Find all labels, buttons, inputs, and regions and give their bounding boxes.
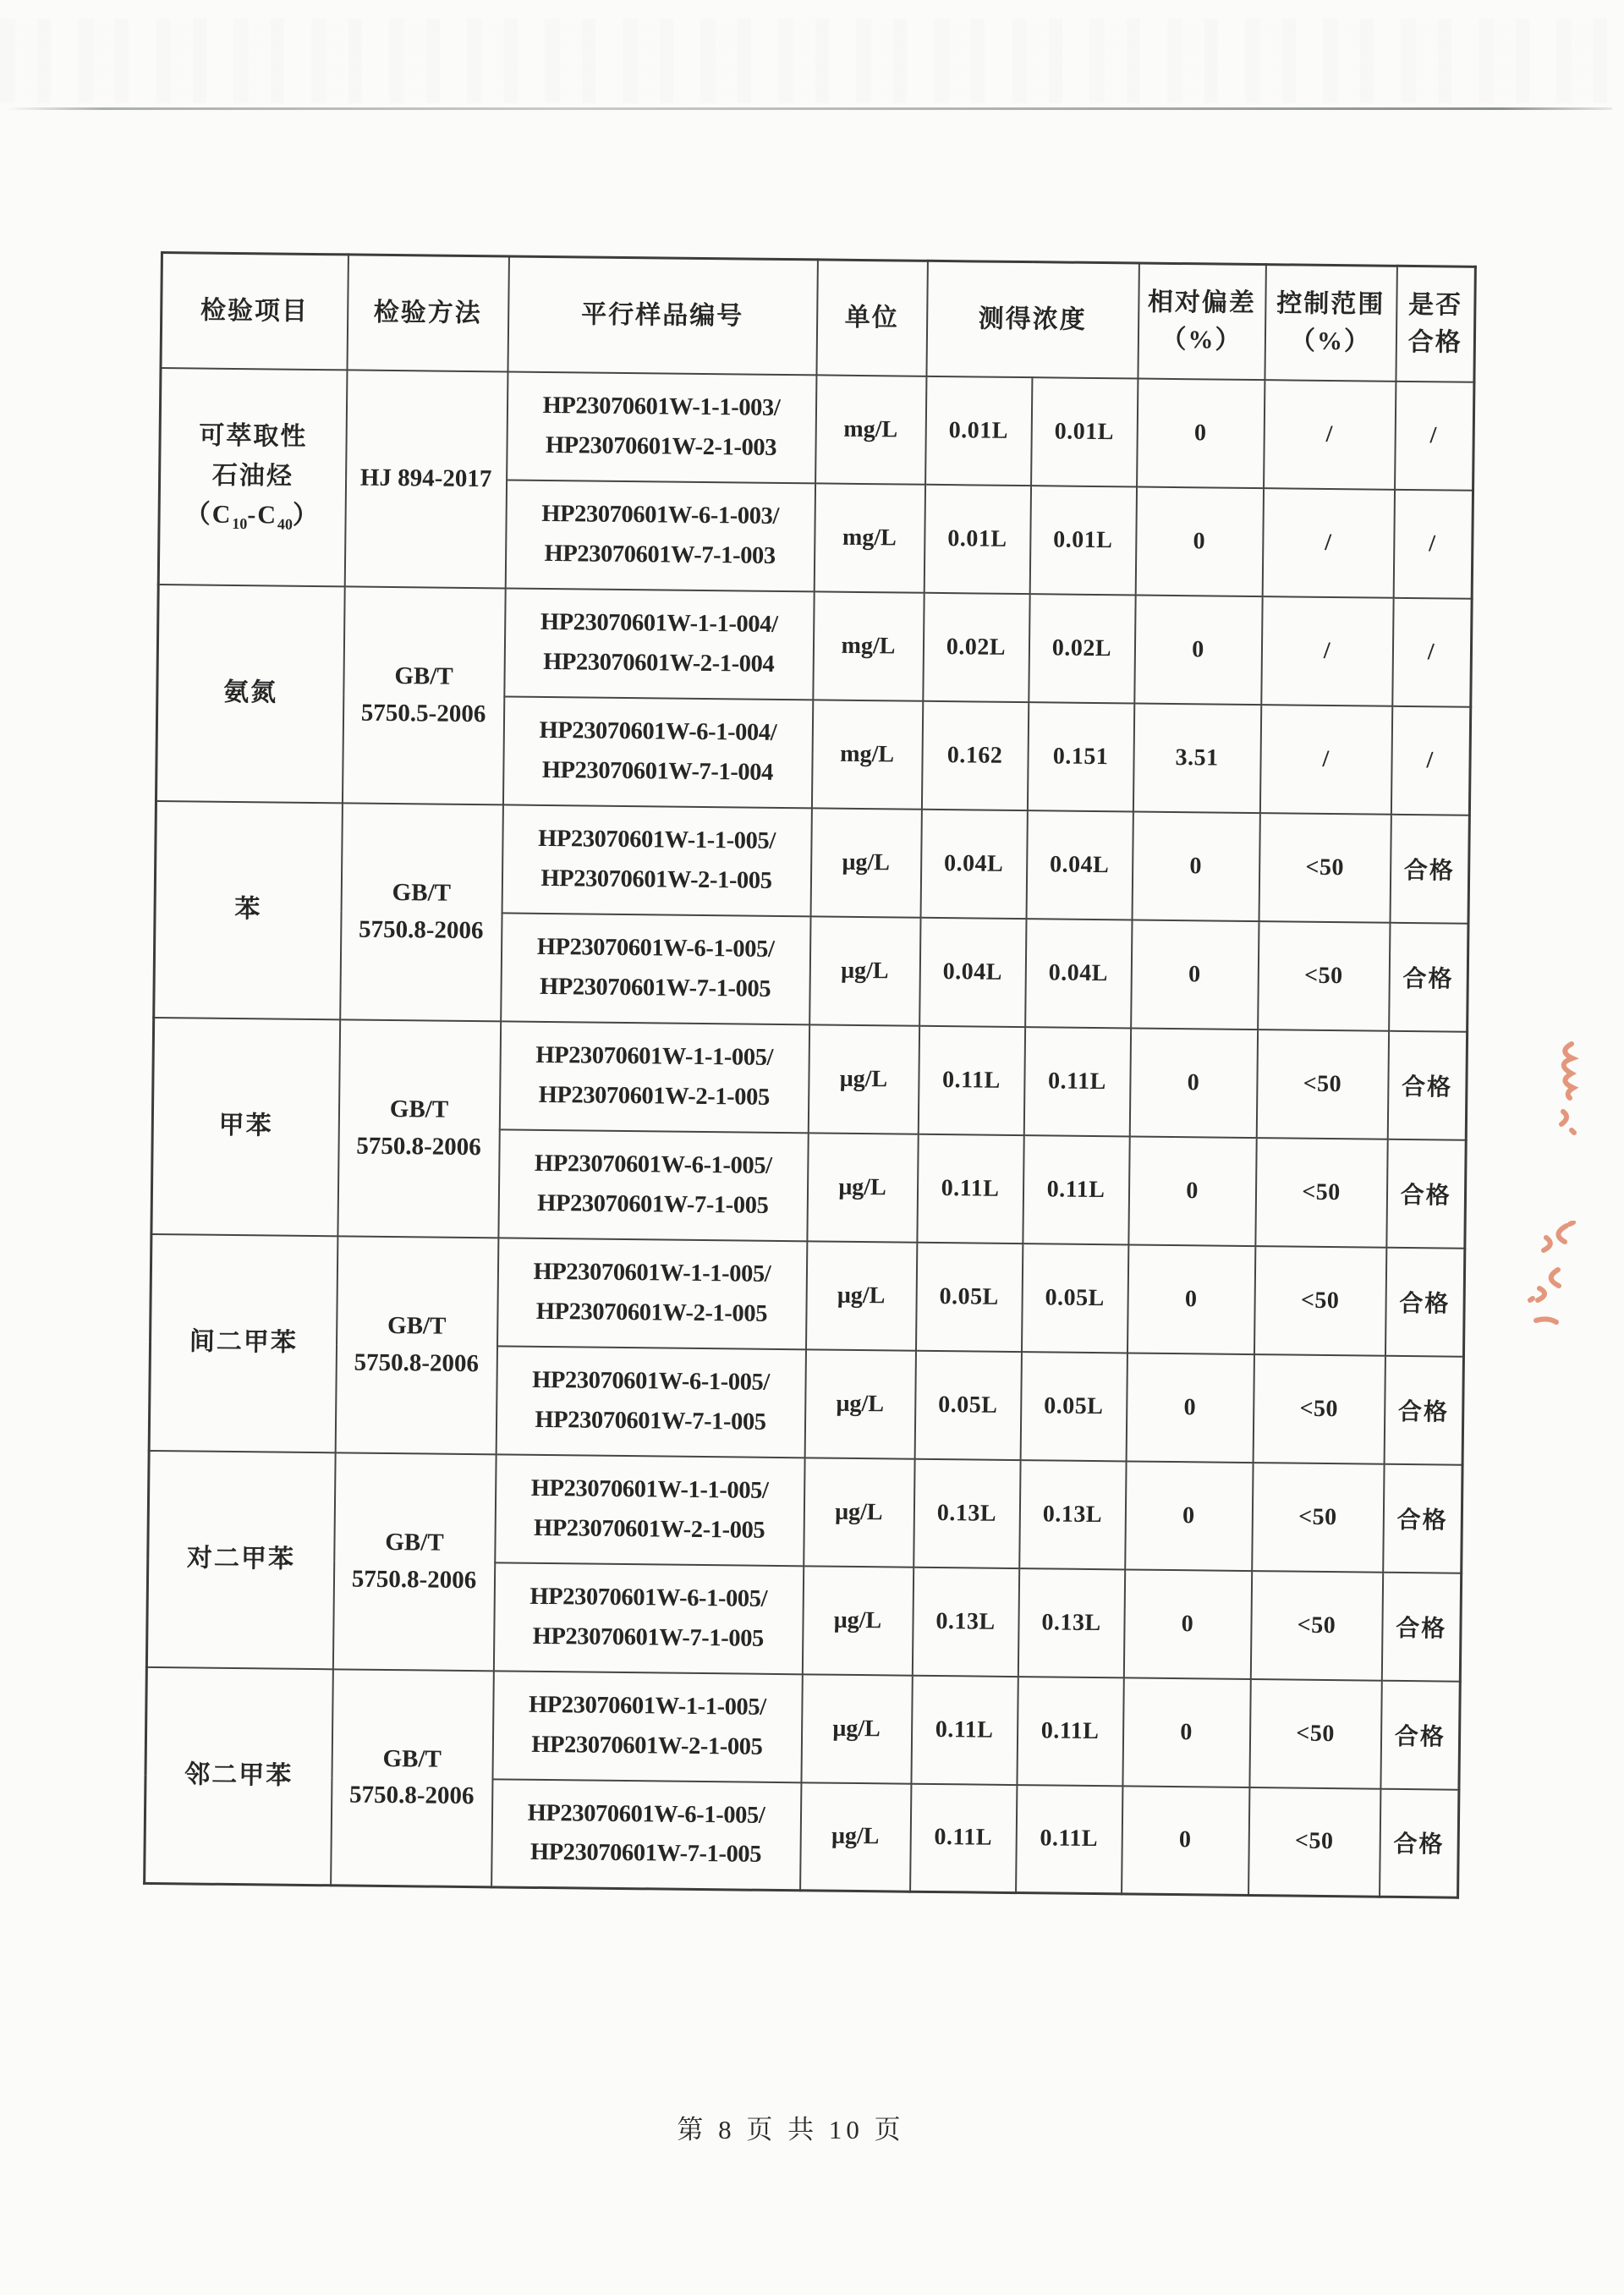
range-cell: <50 xyxy=(1249,1679,1381,1789)
header-pass xyxy=(1396,266,1475,382)
concentration-1-cell: 0.11L xyxy=(910,1783,1017,1892)
sample-cell xyxy=(495,1454,804,1566)
cell-line: 5750.8-2006 xyxy=(358,915,484,944)
header-method: 检验方法 xyxy=(347,255,508,371)
concentration-1-cell: 0.13L xyxy=(914,1458,1020,1568)
cell-line: 5750.8-2006 xyxy=(354,1348,480,1377)
concentration-1-cell: 0.13L xyxy=(912,1567,1018,1676)
cell-line: HP23070601W-7-1-005 xyxy=(537,1189,769,1219)
text-segment: 邻二甲苯 xyxy=(184,1760,294,1790)
header-range-line1: 控制范围 xyxy=(1276,289,1385,319)
concentration-2-cell: 0.13L xyxy=(1018,1568,1124,1677)
pass-cell: 合格 xyxy=(1380,1788,1459,1897)
sample-cell xyxy=(502,804,811,916)
concentration-2-cell: 0.04L xyxy=(1025,919,1132,1028)
cell-line xyxy=(164,416,342,458)
concentration-1-cell: 0.11L xyxy=(917,1134,1023,1243)
header-range-line2: （%） xyxy=(1289,327,1372,356)
cell-line: HP23070601W-6-1-005/ xyxy=(532,1367,771,1397)
concentration-1-cell: 0.162 xyxy=(921,700,1028,810)
subscript-text: 10 xyxy=(232,514,248,533)
cell-line: HP23070601W-1-1-005/ xyxy=(537,826,776,855)
cell-line xyxy=(157,1106,335,1147)
concentration-2-cell: 0.01L xyxy=(1029,486,1136,595)
sample-cell xyxy=(502,696,812,808)
analyte-cell xyxy=(156,584,344,802)
subscript-text: 40 xyxy=(277,515,294,533)
range-cell: <50 xyxy=(1259,813,1391,923)
cell-line: HP23070601W-1-1-005/ xyxy=(530,1475,769,1505)
pass-cell: 合格 xyxy=(1381,1572,1461,1681)
table-row xyxy=(151,1233,1465,1356)
table-row xyxy=(157,584,1472,706)
unit-cell: μg/L xyxy=(804,1458,914,1567)
unit-cell: μg/L xyxy=(809,916,920,1025)
cell-line xyxy=(162,673,339,714)
concentration-1-cell: 0.02L xyxy=(923,592,1029,701)
concentration-2-cell: 0.11L xyxy=(1023,1027,1130,1136)
text-segment: 石油烃 xyxy=(211,461,294,491)
qc-parallel-sample-table xyxy=(143,251,1477,1899)
cell-line: GB/T xyxy=(387,1311,447,1340)
analyte-cell xyxy=(158,368,347,586)
page-number: 第 8 页 共 10 页 xyxy=(677,2115,905,2144)
range-cell: <50 xyxy=(1254,1246,1385,1356)
header-concentration: 测得浓度 xyxy=(926,261,1138,378)
pass-cell: 合格 xyxy=(1390,814,1469,923)
deviation-cell: 0 xyxy=(1128,1136,1256,1246)
analyte-cell xyxy=(146,1450,335,1668)
cell-line: HP23070601W-7-1-005 xyxy=(535,1406,766,1436)
red-stamp-mark-1 xyxy=(1538,1039,1587,1139)
header-deviation xyxy=(1138,263,1265,380)
text-segment: 苯 xyxy=(234,895,262,924)
analyte-cell xyxy=(154,800,343,1018)
cell-line: HP23070601W-1-1-005/ xyxy=(533,1259,771,1288)
sample-cell xyxy=(499,1021,809,1133)
pass-cell: / xyxy=(1392,597,1472,706)
table-header xyxy=(161,253,1475,382)
method-cell xyxy=(331,1669,494,1887)
text-segment: 对二甲苯 xyxy=(186,1544,296,1574)
concentration-1-cell: 0.01L xyxy=(924,484,1030,593)
concentration-1-cell: 0.11L xyxy=(918,1025,1024,1134)
deviation-cell: 0 xyxy=(1122,1677,1250,1787)
cell-line: HP23070601W-2-1-005 xyxy=(538,1081,770,1111)
cell-line: HP23070601W-6-1-004/ xyxy=(539,717,777,747)
deviation-cell: 0 xyxy=(1122,1786,1249,1896)
range-cell: <50 xyxy=(1255,1138,1387,1248)
header-item: 检验项目 xyxy=(161,253,348,370)
range-cell: <50 xyxy=(1248,1787,1380,1897)
cell-line xyxy=(164,456,342,497)
text-segment: （C xyxy=(184,500,233,529)
header-deviation-line1: 相对偏差 xyxy=(1147,288,1257,318)
cell-line: HJ 894-2017 xyxy=(359,464,492,492)
cell-line: HP23070601W-6-1-005/ xyxy=(536,934,775,964)
sample-cell xyxy=(505,480,815,591)
cell-line: HP23070601W-7-1-005 xyxy=(539,973,771,1002)
cell-line: HP23070601W-6-1-005/ xyxy=(534,1150,772,1180)
report-table-body xyxy=(145,368,1474,1898)
analyte-cell xyxy=(151,1017,340,1235)
concentration-1-cell: 0.01L xyxy=(925,376,1032,485)
pass-cell: 合格 xyxy=(1385,1247,1464,1356)
cell-line: HP23070601W-1-1-004/ xyxy=(540,609,778,639)
method-cell xyxy=(335,1236,498,1454)
unit-cell: mg/L xyxy=(813,591,924,700)
pass-cell: 合格 xyxy=(1380,1680,1460,1789)
sample-cell xyxy=(507,371,816,483)
text-segment: -C xyxy=(247,501,278,530)
cell-line: HP23070601W-2-1-003 xyxy=(545,431,777,461)
cell-line: HP23070601W-7-1-004 xyxy=(541,756,774,786)
cell-line xyxy=(150,1755,327,1797)
cell-line: HP23070601W-1-1-003/ xyxy=(542,393,781,422)
deviation-cell: 0 xyxy=(1135,486,1263,596)
deviation-cell: 0 xyxy=(1126,1353,1254,1463)
sample-cell xyxy=(496,1346,805,1458)
cell-line: HP23070601W-2-1-004 xyxy=(543,648,775,678)
text-segment: 氨氮 xyxy=(222,678,278,707)
concentration-2-cell: 0.11L xyxy=(1016,1785,1122,1894)
cell-line: HP23070601W-2-1-005 xyxy=(533,1514,765,1544)
unit-cell: μg/L xyxy=(808,1024,919,1134)
header-row xyxy=(161,253,1475,382)
pass-cell: / xyxy=(1393,489,1473,598)
header-unit: 单位 xyxy=(816,260,927,376)
concentration-2-cell: 0.04L xyxy=(1026,810,1133,920)
cell-line: HP23070601W-7-1-005 xyxy=(532,1622,765,1652)
sample-cell xyxy=(492,1671,802,1782)
scan-edge-line xyxy=(7,107,1612,110)
cell-line: 5750.8-2006 xyxy=(356,1132,481,1161)
concentration-1-cell: 0.05L xyxy=(915,1242,1022,1351)
unit-cell: mg/L xyxy=(811,700,922,809)
pass-cell: 合格 xyxy=(1384,1355,1463,1464)
cell-line xyxy=(152,1539,330,1580)
deviation-cell: 0 xyxy=(1123,1569,1251,1679)
scan-noise-band xyxy=(0,19,1624,103)
concentration-1-cell: 0.04L xyxy=(920,809,1027,918)
deviation-cell: 0 xyxy=(1125,1461,1253,1571)
concentration-1-cell: 0.05L xyxy=(914,1350,1021,1459)
cell-line: HP23070601W-6-1-005/ xyxy=(527,1799,765,1829)
cell-line: GB/T xyxy=(385,1528,444,1557)
range-cell: <50 xyxy=(1258,921,1390,1031)
unit-cell: μg/L xyxy=(807,1133,918,1242)
concentration-2-cell: 0.01L xyxy=(1031,377,1138,486)
cell-line: HP23070601W-1-1-005/ xyxy=(535,1042,774,1072)
range-cell: <50 xyxy=(1256,1029,1388,1139)
deviation-cell: 0 xyxy=(1134,595,1262,705)
header-range xyxy=(1265,265,1396,382)
text-segment: 可萃取性 xyxy=(199,421,308,451)
method-cell xyxy=(340,803,503,1021)
range-cell: <50 xyxy=(1250,1571,1382,1681)
cell-line: HP23070601W-6-1-003/ xyxy=(541,501,780,530)
sample-cell xyxy=(497,1238,807,1349)
cell-line: HP23070601W-2-1-005 xyxy=(535,1298,768,1327)
table-wrapper xyxy=(143,251,1477,1899)
range-cell: / xyxy=(1262,488,1394,598)
deviation-cell: 0 xyxy=(1127,1244,1254,1354)
deviation-cell: 3.51 xyxy=(1133,703,1260,813)
cell-line: 5750.8-2006 xyxy=(348,1781,475,1810)
unit-cell: μg/L xyxy=(804,1349,915,1458)
cell-line: HP23070601W-2-1-005 xyxy=(540,865,772,894)
header-pass-line1: 是否 xyxy=(1407,291,1463,320)
unit-cell: mg/L xyxy=(814,483,924,592)
deviation-cell: 0 xyxy=(1131,920,1259,1029)
unit-cell: μg/L xyxy=(801,1674,912,1783)
deviation-cell: 0 xyxy=(1137,378,1265,488)
analyte-cell xyxy=(145,1666,333,1885)
unit-cell: μg/L xyxy=(806,1241,917,1350)
cell-line: GB/T xyxy=(382,1744,442,1773)
cell-line: HP23070601W-1-1-005/ xyxy=(528,1692,766,1721)
cell-line: HP23070601W-7-1-003 xyxy=(544,540,776,569)
sample-cell xyxy=(498,1129,808,1241)
sample-cell xyxy=(501,913,810,1024)
cell-line: GB/T xyxy=(394,662,453,690)
cell-line: HP23070601W-7-1-005 xyxy=(529,1839,762,1869)
red-stamp-mark-2 xyxy=(1528,1221,1580,1329)
deviation-cell: 0 xyxy=(1132,811,1259,921)
pass-cell: / xyxy=(1395,381,1474,490)
sample-cell xyxy=(493,1562,803,1674)
concentration-2-cell: 0.151 xyxy=(1027,702,1133,811)
cell-line: GB/T xyxy=(392,879,452,907)
method-cell xyxy=(344,370,508,588)
sample-cell xyxy=(504,588,814,700)
header-deviation-line2: （%） xyxy=(1160,325,1243,354)
pass-cell: 合格 xyxy=(1389,922,1468,1031)
concentration-2-cell: 0.11L xyxy=(1017,1677,1123,1786)
table-row xyxy=(148,1450,1462,1573)
range-cell: / xyxy=(1261,596,1393,706)
cell-line: HP23070601W-6-1-005/ xyxy=(529,1584,768,1613)
table-row xyxy=(155,800,1469,923)
table-row xyxy=(160,368,1474,491)
unit-cell: μg/L xyxy=(800,1782,911,1891)
range-cell: / xyxy=(1259,705,1391,815)
pass-cell: 合格 xyxy=(1383,1463,1462,1573)
concentration-2-cell: 0.11L xyxy=(1023,1135,1129,1244)
range-cell: <50 xyxy=(1252,1463,1384,1573)
cell-line xyxy=(159,889,337,931)
method-cell xyxy=(337,1019,501,1238)
concentration-2-cell: 0.05L xyxy=(1021,1244,1127,1353)
concentration-1-cell: 0.11L xyxy=(911,1675,1018,1784)
deviation-cell: 0 xyxy=(1129,1028,1257,1138)
cell-line: GB/T xyxy=(389,1095,449,1123)
table-row xyxy=(152,1017,1467,1139)
analyte-cell xyxy=(149,1233,337,1452)
cell-line xyxy=(163,495,341,537)
text-segment: 间二甲苯 xyxy=(189,1327,298,1358)
cell-line xyxy=(155,1322,332,1364)
range-cell: / xyxy=(1264,380,1396,490)
header-sample: 平行样品编号 xyxy=(508,256,817,375)
cell-line: HP23070601W-2-1-005 xyxy=(531,1731,763,1760)
text-segment: ） xyxy=(292,501,321,530)
cell-line: 5750.5-2006 xyxy=(360,699,486,727)
text-segment: 甲苯 xyxy=(218,1112,273,1140)
concentration-2-cell: 0.02L xyxy=(1029,594,1135,703)
unit-cell: mg/L xyxy=(815,375,926,484)
sample-cell xyxy=(491,1779,801,1891)
concentration-1-cell: 0.04L xyxy=(919,917,1026,1026)
unit-cell: μg/L xyxy=(810,808,921,917)
pass-cell: / xyxy=(1391,706,1470,815)
concentration-2-cell: 0.05L xyxy=(1020,1352,1127,1461)
range-cell: <50 xyxy=(1253,1354,1385,1464)
unit-cell: μg/L xyxy=(802,1566,913,1675)
method-cell xyxy=(332,1452,496,1671)
pass-cell: 合格 xyxy=(1387,1030,1467,1139)
concentration-2-cell: 0.13L xyxy=(1019,1460,1126,1569)
method-cell xyxy=(342,586,505,804)
cell-line: 5750.8-2006 xyxy=(351,1565,477,1594)
pass-cell: 合格 xyxy=(1386,1139,1466,1248)
table-row xyxy=(145,1666,1460,1789)
header-pass-line2: 合格 xyxy=(1407,327,1462,357)
